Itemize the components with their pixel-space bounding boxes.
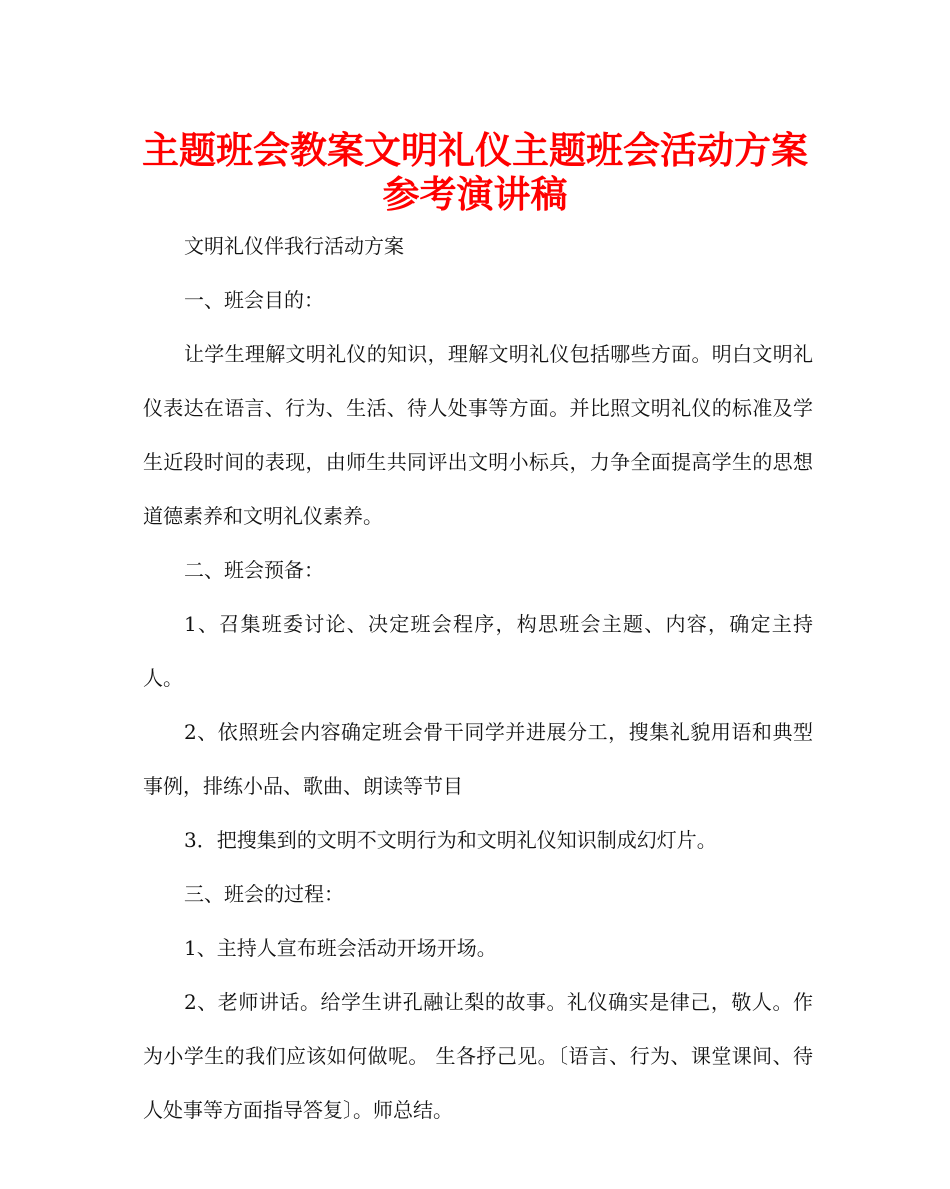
plan-heading: 文明礼仪伴我行活动方案 [184,234,404,258]
paragraph-preparation-2: 2、依照班会内容确定班会骨干同学并进展分工，搜集礼貌用语和典型事例，排练小品、歌曲、朗读等节目 [143,720,813,798]
paragraph-preparation-1: 1、召集班委讨论、决定班会程序，构思班会主题、内容，确定主持人。 [143,612,813,690]
section-heading-purpose: 一、班会目的： [184,288,324,312]
document-title-line-2: 参考演讲稿 [382,173,568,216]
paragraph-process-1: 1、主持人宣布班会活动开场开场。 [184,936,497,960]
section-heading-process: 三、班会的过程： [184,882,344,906]
document-title-line-1: 主题班会教案文明礼仪主题班会活动方案 [142,129,808,172]
section-heading-preparation: 二、班会预备： [184,558,324,582]
paragraph-process-2: 2、老师讲话。给学生讲孔融让梨的故事。礼仪确实是律己，敬人。作为小学生的我们应该如何做呢。 生各抒己见。〔语言、行为、课堂课间、待人处事等方面指导答复〕。师总结。 [143,990,813,1122]
paragraph-purpose: 让学生理解文明礼仪的知识，理解文明礼仪包括哪些方面。明白文明礼仪表达在语言、行为、生活、待人处事等方面。并比照文明礼仪的标准及学生近段时间的表现，由师生共同评出文明小标兵，力争全面提高学生的思想道德素养和文明礼仪素养。 [143,342,813,528]
paragraph-preparation-3: 3．把搜集到的文明不文明行为和文明礼仪知识制成幻灯片。 [184,828,717,852]
